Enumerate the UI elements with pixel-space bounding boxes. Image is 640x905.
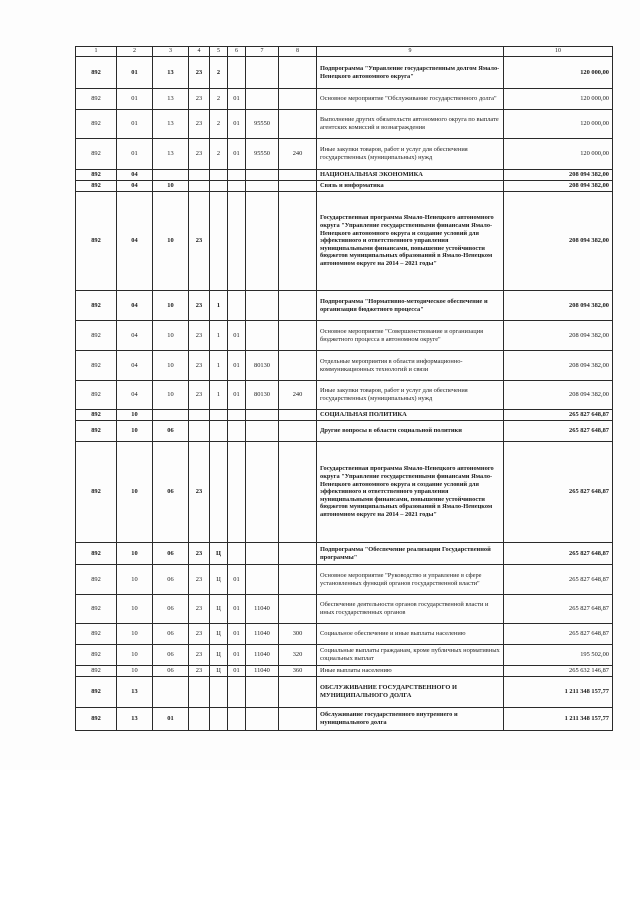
activity-code <box>228 170 246 181</box>
item-description: Иные закупки товаров, работ и услуг для обеспечения государственных (муниципальных) нужд <box>317 381 504 410</box>
subsection-code: 06 <box>153 666 189 677</box>
department-code: 892 <box>76 543 117 565</box>
item-description: Обеспечение деятельности органов государственной власти и иных государственных органов <box>317 595 504 624</box>
expense-type-code: 240 <box>279 381 317 410</box>
direction-code <box>246 291 279 321</box>
expense-type-code <box>279 677 317 708</box>
program-code: 23 <box>189 192 210 291</box>
section-code: 10 <box>117 565 153 595</box>
expense-type-code <box>279 421 317 442</box>
activity-code: 01 <box>228 666 246 677</box>
program-code: 23 <box>189 595 210 624</box>
item-description: Основное мероприятие "Руководство и управление в сфере установленных функций органов государственной власти" <box>317 565 504 595</box>
table-row <box>76 181 613 192</box>
department-code: 892 <box>76 666 117 677</box>
item-description: Выполнение других обязательств автономного округа по выплате агентских комиссий и вознаграждения <box>317 110 504 139</box>
subprogram-code: Ц <box>210 595 228 624</box>
direction-code <box>246 708 279 731</box>
program-code: 23 <box>189 110 210 139</box>
section-code: 01 <box>117 139 153 170</box>
section-code: 01 <box>117 57 153 89</box>
department-code: 892 <box>76 421 117 442</box>
section-code: 10 <box>117 442 153 543</box>
subprogram-code <box>210 192 228 291</box>
program-code: 23 <box>189 381 210 410</box>
department-code: 892 <box>76 181 117 192</box>
column-number: 4 <box>189 47 210 57</box>
amount: 265 632 146,87 <box>504 666 613 677</box>
department-code: 892 <box>76 110 117 139</box>
table-row <box>76 708 613 731</box>
expense-type-code <box>279 57 317 89</box>
section-code: 10 <box>117 645 153 666</box>
expense-type-code: 240 <box>279 139 317 170</box>
subprogram-code: Ц <box>210 666 228 677</box>
amount: 208 094 382,00 <box>504 170 613 181</box>
amount: 208 094 382,00 <box>504 291 613 321</box>
table-row <box>76 565 613 595</box>
activity-code <box>228 410 246 421</box>
program-code <box>189 170 210 181</box>
subsection-code: 13 <box>153 139 189 170</box>
amount: 265 827 648,87 <box>504 442 613 543</box>
expense-type-code <box>279 595 317 624</box>
table-row <box>76 543 613 565</box>
department-code: 892 <box>76 624 117 645</box>
direction-code: 11040 <box>246 595 279 624</box>
table-row <box>76 139 613 170</box>
program-code: 23 <box>189 565 210 595</box>
activity-code <box>228 421 246 442</box>
section-code: 10 <box>117 410 153 421</box>
program-code: 23 <box>189 645 210 666</box>
subsection-code: 10 <box>153 381 189 410</box>
table-row <box>76 666 613 677</box>
expense-type-code <box>279 291 317 321</box>
amount: 120 000,00 <box>504 110 613 139</box>
expense-type-code <box>279 410 317 421</box>
direction-code <box>246 442 279 543</box>
activity-code: 01 <box>228 139 246 170</box>
item-description: Подпрограмма "Обеспечение реализации Государственной программы" <box>317 543 504 565</box>
table-row <box>76 595 613 624</box>
section-code: 04 <box>117 321 153 351</box>
direction-code <box>246 181 279 192</box>
department-code: 892 <box>76 677 117 708</box>
amount: 265 827 648,87 <box>504 543 613 565</box>
department-code: 892 <box>76 170 117 181</box>
subprogram-code <box>210 181 228 192</box>
amount: 265 827 648,87 <box>504 595 613 624</box>
department-code: 892 <box>76 89 117 110</box>
subsection-code: 06 <box>153 565 189 595</box>
item-description: Обслуживание государственного внутреннего и муниципального долга <box>317 708 504 731</box>
expense-type-code <box>279 351 317 381</box>
section-code: 04 <box>117 181 153 192</box>
activity-code: 01 <box>228 624 246 645</box>
amount: 265 827 648,87 <box>504 624 613 645</box>
subsection-code: 10 <box>153 291 189 321</box>
section-code: 10 <box>117 543 153 565</box>
program-code <box>189 708 210 731</box>
table-row <box>76 624 613 645</box>
program-code: 23 <box>189 351 210 381</box>
department-code: 892 <box>76 442 117 543</box>
activity-code <box>228 291 246 321</box>
table-row <box>76 677 613 708</box>
program-code <box>189 410 210 421</box>
section-code: 10 <box>117 666 153 677</box>
program-code: 23 <box>189 442 210 543</box>
subsection-code: 06 <box>153 645 189 666</box>
column-number: 9 <box>317 47 504 57</box>
subprogram-code <box>210 421 228 442</box>
subsection-code: 10 <box>153 181 189 192</box>
column-number: 6 <box>228 47 246 57</box>
program-code: 23 <box>189 291 210 321</box>
table-row <box>76 381 613 410</box>
column-number: 7 <box>246 47 279 57</box>
item-description: Иные выплаты населению <box>317 666 504 677</box>
section-code: 04 <box>117 381 153 410</box>
activity-code <box>228 192 246 291</box>
subprogram-code: 1 <box>210 351 228 381</box>
amount: 1 211 348 157,77 <box>504 677 613 708</box>
amount: 265 827 648,87 <box>504 565 613 595</box>
section-code: 04 <box>117 291 153 321</box>
column-number: 5 <box>210 47 228 57</box>
activity-code: 01 <box>228 110 246 139</box>
subsection-code: 10 <box>153 351 189 381</box>
amount: 208 094 382,00 <box>504 181 613 192</box>
subprogram-code <box>210 442 228 543</box>
table-row <box>76 192 613 291</box>
amount: 1 211 348 157,77 <box>504 708 613 731</box>
activity-code <box>228 181 246 192</box>
activity-code: 01 <box>228 381 246 410</box>
activity-code <box>228 543 246 565</box>
program-code: 23 <box>189 543 210 565</box>
section-code: 04 <box>117 170 153 181</box>
subprogram-code: 1 <box>210 291 228 321</box>
activity-code: 01 <box>228 595 246 624</box>
program-code: 23 <box>189 89 210 110</box>
item-description: Социальное обеспечение и иные выплаты населению <box>317 624 504 645</box>
subprogram-code: Ц <box>210 565 228 595</box>
activity-code: 01 <box>228 89 246 110</box>
item-description: Основное мероприятие "Обслуживание государственного долга" <box>317 89 504 110</box>
item-description: Основное мероприятие "Совершенствование и организация бюджетного процесса в автономном округе" <box>317 321 504 351</box>
direction-code <box>246 321 279 351</box>
program-code: 23 <box>189 321 210 351</box>
item-description: Государственная программа Ямало-Ненецкого автономного округа "Управление государственными финансами Ямало-Ненецкого автономного округа и создание условий для эффективного и ответственного управления муниципальными финансами, повышение устойчивости бюджетов муниципальных образований в Ямало-Ненецком автономном округе на 2014 – 2021 годы" <box>317 192 504 291</box>
subsection-code <box>153 677 189 708</box>
table-row <box>76 57 613 89</box>
section-code: 01 <box>117 89 153 110</box>
direction-code <box>246 677 279 708</box>
subsection-code: 01 <box>153 708 189 731</box>
table-row <box>76 645 613 666</box>
table-row <box>76 321 613 351</box>
section-code: 01 <box>117 110 153 139</box>
activity-code: 01 <box>228 645 246 666</box>
amount: 208 094 382,00 <box>504 192 613 291</box>
direction-code <box>246 57 279 89</box>
activity-code: 01 <box>228 565 246 595</box>
direction-code: 11040 <box>246 645 279 666</box>
subprogram-code: Ц <box>210 624 228 645</box>
amount: 208 094 382,00 <box>504 321 613 351</box>
item-description: Отдельные мероприятия в области информационно-коммуникационных технологий и связи <box>317 351 504 381</box>
direction-code: 80130 <box>246 381 279 410</box>
direction-code <box>246 565 279 595</box>
section-code: 13 <box>117 677 153 708</box>
expense-type-code <box>279 442 317 543</box>
expense-type-code <box>279 181 317 192</box>
department-code: 892 <box>76 139 117 170</box>
amount: 120 000,00 <box>504 89 613 110</box>
amount: 195 502,00 <box>504 645 613 666</box>
subprogram-code: Ц <box>210 645 228 666</box>
table-row <box>76 410 613 421</box>
direction-code <box>246 410 279 421</box>
subprogram-code <box>210 170 228 181</box>
subprogram-code <box>210 677 228 708</box>
direction-code <box>246 421 279 442</box>
amount: 208 094 382,00 <box>504 351 613 381</box>
activity-code: 01 <box>228 351 246 381</box>
program-code: 23 <box>189 666 210 677</box>
column-number-row <box>76 47 613 57</box>
budget-table-body <box>76 57 613 731</box>
subprogram-code <box>210 708 228 731</box>
expense-type-code: 300 <box>279 624 317 645</box>
direction-code: 80130 <box>246 351 279 381</box>
column-number: 3 <box>153 47 189 57</box>
subprogram-code: 2 <box>210 110 228 139</box>
subsection-code: 10 <box>153 192 189 291</box>
program-code <box>189 181 210 192</box>
table-row <box>76 110 613 139</box>
direction-code <box>246 543 279 565</box>
item-description: НАЦИОНАЛЬНАЯ ЭКОНОМИКА <box>317 170 504 181</box>
budget-table <box>75 46 613 731</box>
direction-code: 11040 <box>246 666 279 677</box>
program-code: 23 <box>189 139 210 170</box>
activity-code <box>228 708 246 731</box>
subsection-code: 13 <box>153 89 189 110</box>
expense-type-code <box>279 543 317 565</box>
department-code: 892 <box>76 321 117 351</box>
department-code: 892 <box>76 708 117 731</box>
item-description: Социальные выплаты гражданам, кроме публичных нормативных социальных выплат <box>317 645 504 666</box>
program-code: 23 <box>189 624 210 645</box>
subsection-code: 06 <box>153 421 189 442</box>
table-row <box>76 89 613 110</box>
amount: 208 094 382,00 <box>504 381 613 410</box>
program-code: 23 <box>189 57 210 89</box>
expense-type-code <box>279 110 317 139</box>
subprogram-code: 2 <box>210 57 228 89</box>
column-number: 8 <box>279 47 317 57</box>
item-description: Иные закупки товаров, работ и услуг для обеспечения государственных (муниципальных) нужд <box>317 139 504 170</box>
subprogram-code: 2 <box>210 139 228 170</box>
department-code: 892 <box>76 192 117 291</box>
department-code: 892 <box>76 645 117 666</box>
subprogram-code: 1 <box>210 321 228 351</box>
section-code: 10 <box>117 595 153 624</box>
section-code: 04 <box>117 351 153 381</box>
section-code: 13 <box>117 708 153 731</box>
department-code: 892 <box>76 291 117 321</box>
item-description: СОЦИАЛЬНАЯ ПОЛИТИКА <box>317 410 504 421</box>
subsection-code: 06 <box>153 595 189 624</box>
amount: 120 000,00 <box>504 139 613 170</box>
subsection-code: 06 <box>153 442 189 543</box>
amount: 120 000,00 <box>504 57 613 89</box>
expense-type-code <box>279 321 317 351</box>
subsection-code: 13 <box>153 110 189 139</box>
expense-type-code: 360 <box>279 666 317 677</box>
column-number: 1 <box>76 47 117 57</box>
item-description: Связь и информатика <box>317 181 504 192</box>
activity-code <box>228 57 246 89</box>
program-code <box>189 421 210 442</box>
department-code: 892 <box>76 410 117 421</box>
subsection-code: 13 <box>153 57 189 89</box>
item-description: ОБСЛУЖИВАНИЕ ГОСУДАРСТВЕННОГО И МУНИЦИПАЛЬНОГО ДОЛГА <box>317 677 504 708</box>
program-code <box>189 677 210 708</box>
section-code: 10 <box>117 421 153 442</box>
department-code: 892 <box>76 565 117 595</box>
expense-type-code: 320 <box>279 645 317 666</box>
amount: 265 827 648,87 <box>504 410 613 421</box>
subsection-code: 10 <box>153 321 189 351</box>
item-description: Подпрограмма "Нормативно-методическое обеспечение и организация бюджетного процесса" <box>317 291 504 321</box>
column-number: 2 <box>117 47 153 57</box>
direction-code: 95550 <box>246 110 279 139</box>
department-code: 892 <box>76 381 117 410</box>
direction-code <box>246 170 279 181</box>
column-number: 10 <box>504 47 613 57</box>
subprogram-code: Ц <box>210 543 228 565</box>
subsection-code <box>153 410 189 421</box>
direction-code: 11040 <box>246 624 279 645</box>
table-row <box>76 351 613 381</box>
direction-code: 95550 <box>246 139 279 170</box>
direction-code <box>246 192 279 291</box>
subsection-code: 06 <box>153 543 189 565</box>
expense-type-code <box>279 89 317 110</box>
table-row <box>76 421 613 442</box>
subprogram-code: 1 <box>210 381 228 410</box>
subsection-code <box>153 170 189 181</box>
subsection-code: 06 <box>153 624 189 645</box>
subprogram-code <box>210 410 228 421</box>
table-row <box>76 170 613 181</box>
department-code: 892 <box>76 57 117 89</box>
activity-code <box>228 677 246 708</box>
direction-code <box>246 89 279 110</box>
expense-type-code <box>279 708 317 731</box>
item-description: Другие вопросы в области социальной политики <box>317 421 504 442</box>
expense-type-code <box>279 170 317 181</box>
activity-code <box>228 442 246 543</box>
table-row <box>76 291 613 321</box>
department-code: 892 <box>76 351 117 381</box>
budget-table-wrapper <box>75 46 612 731</box>
item-description: Государственная программа Ямало-Ненецкого автономного округа "Управление государственными финансами Ямало-Ненецкого автономного округа и создание условий для эффективного и ответственного управления муниципальными финансами, повышение устойчивости бюджетов муниципальных образований в Ямало-Ненецком автономном округе на 2014 – 2021 годы" <box>317 442 504 543</box>
item-description: Подпрограмма "Управление государственным долгом Ямало-Ненецкого автономного округа" <box>317 57 504 89</box>
department-code: 892 <box>76 595 117 624</box>
expense-type-code <box>279 565 317 595</box>
expense-type-code <box>279 192 317 291</box>
section-code: 04 <box>117 192 153 291</box>
activity-code: 01 <box>228 321 246 351</box>
amount: 265 827 648,87 <box>504 421 613 442</box>
subprogram-code: 2 <box>210 89 228 110</box>
section-code: 10 <box>117 624 153 645</box>
table-row <box>76 442 613 543</box>
